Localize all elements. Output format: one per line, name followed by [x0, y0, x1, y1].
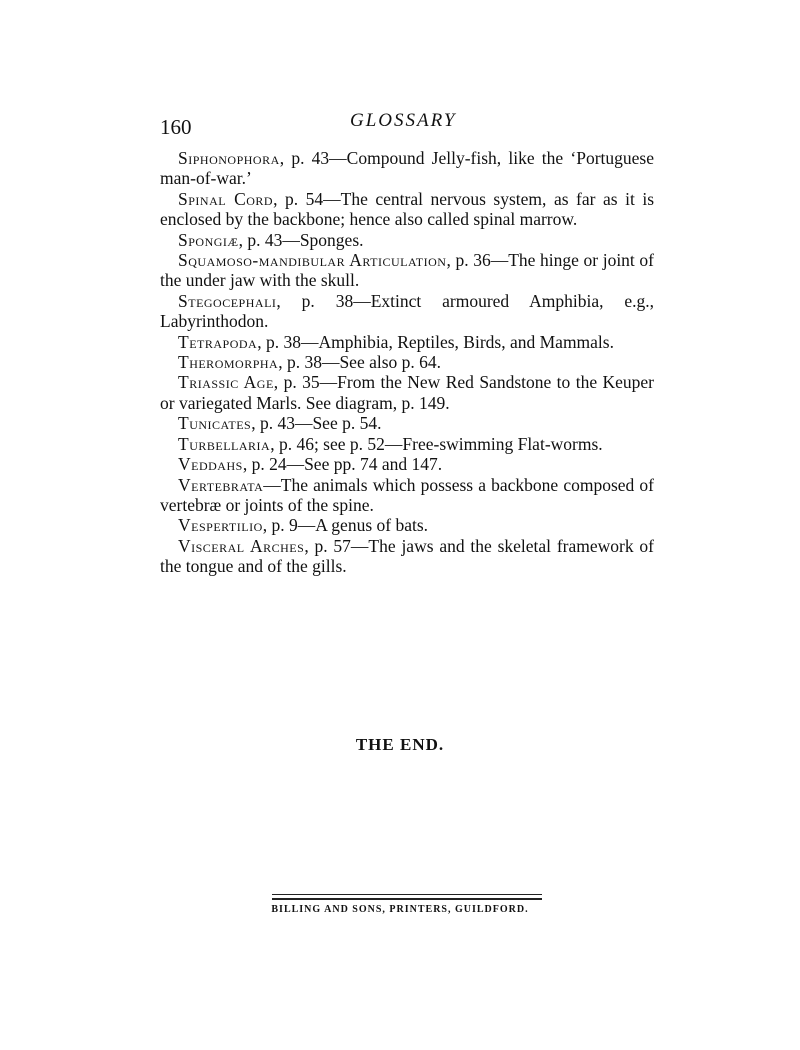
imprint-rule	[272, 894, 542, 895]
glossary-entry	[160, 148, 654, 189]
page-number: 160	[160, 115, 192, 139]
glossary-term: Spongiæ	[178, 229, 239, 250]
glossary-list	[160, 148, 654, 577]
glossary-definition: , p. 46; see p. 52—Free-swimming Flat-worms.	[270, 433, 603, 454]
printer-imprint: BILLING AND SONS, PRINTERS, GUILDFORD.	[271, 904, 529, 915]
imprint-rule-thick	[272, 898, 542, 900]
glossary-entry	[160, 536, 654, 577]
glossary-definition: , p. 43—See p. 54.	[251, 413, 382, 434]
glossary-entry	[160, 434, 654, 454]
glossary-entry	[160, 454, 654, 474]
glossary-definition: , p. 38—Amphibia, Reptiles, Birds, and Mammals.	[257, 331, 614, 352]
glossary-definition: , p. 57—The jaws and the skeletal framework of the tongue and of the gills.	[160, 535, 654, 577]
glossary-entry	[160, 372, 654, 413]
glossary-definition: , p. 24—See pp. 74 and 147.	[242, 454, 443, 475]
glossary-term: Tunicates	[178, 413, 252, 434]
glossary-definition: , p. 43—Sponges.	[238, 229, 364, 250]
the-end-heading: THE END.	[355, 735, 445, 754]
glossary-entry	[160, 352, 654, 372]
glossary-entry	[160, 230, 654, 250]
glossary-term: Vertebrata	[178, 474, 264, 495]
glossary-term: Tetrapoda	[178, 331, 258, 352]
glossary-entry	[160, 475, 654, 516]
glossary-term: Vespertilio	[178, 515, 263, 536]
glossary-definition: , p. 35—From the New Red Sandstone to the Keuper or variegated Marls. See diagram, p. 149.	[160, 372, 655, 413]
running-title: GLOSSARY	[350, 110, 457, 131]
glossary-entry	[160, 515, 654, 535]
glossary-definition: , p. 38—See also p. 64.	[278, 352, 442, 373]
glossary-definition: , p. 9—A genus of bats.	[262, 515, 429, 536]
glossary-definition: , p. 38—Extinct armoured Amphibia, e.g., Labyrinthodon.	[160, 290, 654, 332]
glossary-entry	[160, 413, 654, 433]
glossary-term: Theromorpha	[178, 352, 279, 373]
glossary-term: Squamoso-mandibular Articulation	[178, 250, 447, 271]
glossary-entry	[160, 291, 654, 332]
glossary-term: Visceral Arches	[178, 535, 305, 556]
glossary-entry	[160, 250, 654, 291]
glossary-entry	[160, 189, 654, 230]
glossary-definition: , p. 43—Compound Jelly-fish, like the ‘Portuguese man-of-war.’	[160, 148, 654, 189]
glossary-term: Siphonophora	[178, 148, 280, 168]
glossary-term: Spinal Cord	[178, 188, 274, 209]
glossary-term: Stegocephali	[178, 290, 277, 311]
glossary-definition: , p. 54—The central nervous system, as far as it is enclosed by the backbone; hence also called spinal marrow.	[160, 188, 654, 230]
glossary-definition: —The animals which possess a backbone composed of vertebræ or joints of the spine.	[160, 474, 654, 515]
glossary-entry	[160, 332, 654, 352]
glossary-term: Triassic Age	[178, 372, 274, 393]
glossary-term: Veddahs	[178, 454, 243, 475]
glossary-term: Turbellaria	[178, 433, 271, 454]
glossary-definition: , p. 36—The hinge or joint of the under jaw with the skull.	[160, 250, 654, 291]
